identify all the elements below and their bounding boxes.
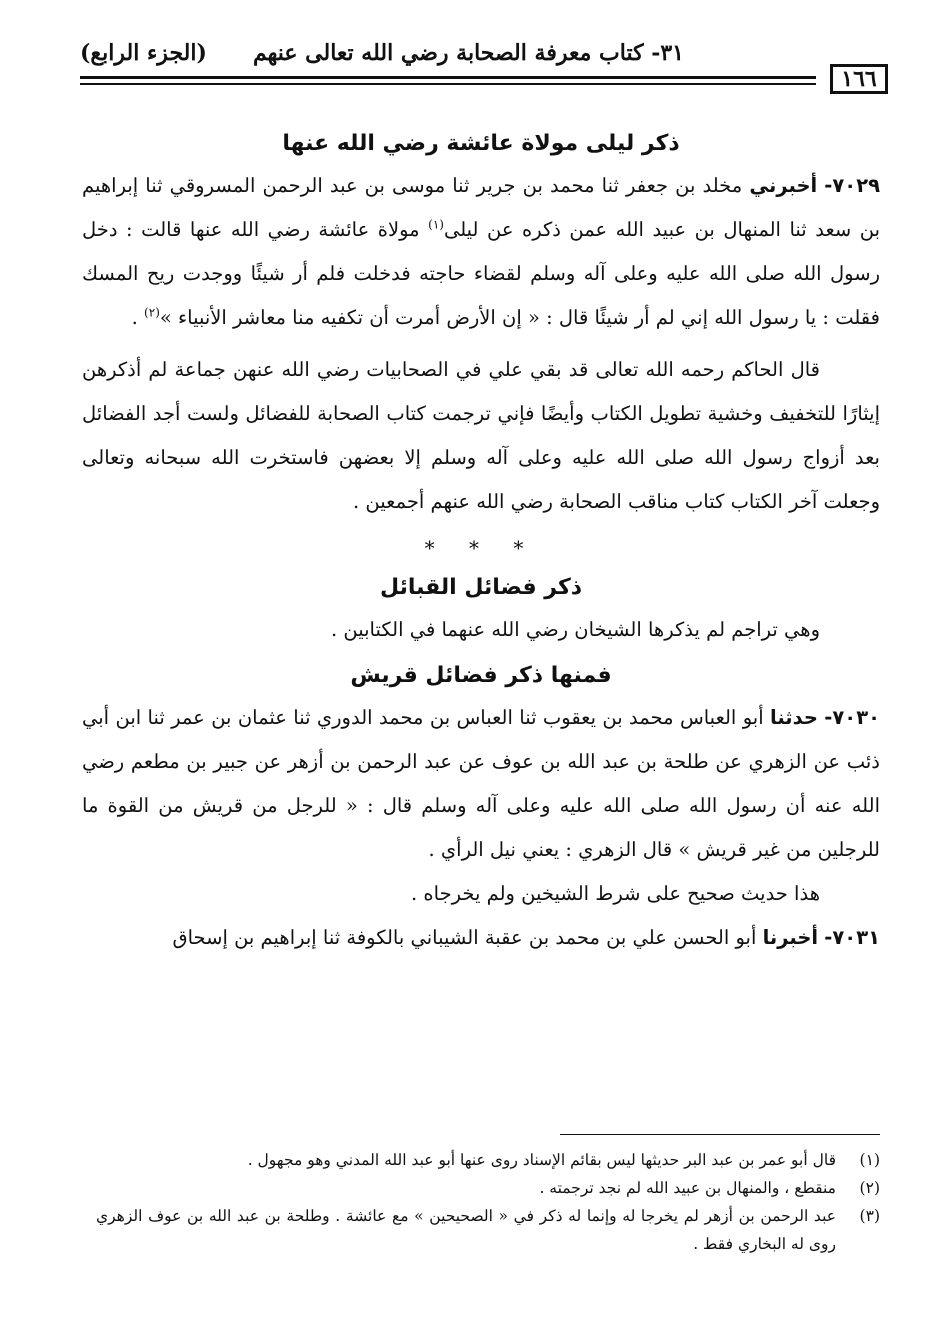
header-rule-thick <box>80 76 816 79</box>
running-header <box>80 40 884 92</box>
hadith-text-cont: مولاة عائشة رضي الله عنها قالت : دخل رسول الله صلى الله عليه وعلى آله وسلم لقضاء حاجته فدخلت فلم أر شيئًا ووجدت ريح المسك فقلت : يا رسول الله إني لم أر شيئًا قال : « إن الأرض أمرت أن تكفيه منا معاشر الأنبياء » <box>82 218 880 329</box>
section-separator: * * * <box>424 536 538 560</box>
page-number-box: ١٦٦ <box>830 64 888 94</box>
hakim-note: قال الحاكم رحمه الله تعالى قد بقي علي في الصحابيات رضي الله عنهن جماعة لم أذكرهن إيثارًا للتخفيف وخشية تطويل الكتاب وأيضًا فإني ترجمت كتاب الصحابة للفضائل ولست أجد الفضائل بعد أزواج رسول الله صلى الله عليه وعلى آله وسلم إلا بعضهن فاستخرت الله سبحانه وتعالى وجعلت آخر الكتاب كتاب مناقب الصحابة رضي الله عنهم أجمعين . <box>82 358 880 513</box>
transmission-keyword: أخبرني <box>749 174 818 197</box>
footnote-text: عبد الرحمن بن أزهر لم يخرجا له وإنما له ذكر في « الصحيحين » مع عائشة . وطلحة بن عبد الله بن عوف الزهري روى له البخاري فقط . <box>96 1207 836 1253</box>
footnotes <box>96 1146 880 1258</box>
footnote-text: قال أبو عمر بن عبد البر حديثها ليس بقائم الإسناد روى عنها أبو عبد الله المدني وهو مجهول . <box>247 1151 836 1169</box>
footnote-mark: (٢) <box>859 1179 880 1197</box>
hadith-number: ٧٠٣٠- <box>824 706 880 729</box>
footnote-mark: (١) <box>859 1151 880 1169</box>
hadith-number: ٧٠٣١- <box>824 926 880 949</box>
hadith-number: ٧٠٢٩- <box>824 174 880 197</box>
footnote-ref-2: (٢) <box>144 305 160 320</box>
transmission-keyword: أخبرنا <box>762 926 819 949</box>
hadith-7030 <box>82 696 880 872</box>
footnote-1 <box>96 1146 880 1174</box>
footnote-text: منقطع ، والمنهال بن عبيد الله لم نجد ترجمته . <box>539 1179 836 1197</box>
footnote-2 <box>96 1174 880 1202</box>
section-intro: وهي تراجم لم يذكرها الشيخان رضي الله عنهما في الكتابين . <box>330 618 820 641</box>
footnote-rule <box>560 1134 880 1135</box>
section-heading-tribes: ذكر فضائل القبائل <box>379 575 583 600</box>
hadith-text: مخلد بن جعفر ثنا محمد بن جرير ثنا موسى بن عبد الرحمن المسروقي ثنا إبراهيم بن سعد ثنا المنهال بن عبيد الله عمن ذكره عن ليلى <box>82 174 880 241</box>
header-title: ٣١- كتاب معرفة الصحابة رضي الله تعالى عنهم <box>252 40 684 66</box>
footnote-ref-1: (١) <box>428 217 444 232</box>
section-heading-layla: ذكر ليلى مولاة عائشة رضي الله عنها <box>282 131 680 156</box>
section-heading-quraysh: فمنها ذكر فضائل قريش <box>350 663 612 688</box>
hadith-end: . <box>131 306 138 329</box>
main-text <box>82 124 880 960</box>
hadith-7031 <box>82 916 880 960</box>
footnote-mark: (٣) <box>859 1207 880 1225</box>
footnote-3 <box>96 1202 880 1258</box>
hadith-text: أبو الحسن علي بن محمد بن عقبة الشيباني بالكوفة ثنا إبراهيم بن إسحاق <box>172 926 757 949</box>
header-rule-thin <box>80 83 816 85</box>
header-volume-label: (الجزء الرابع) <box>80 40 207 66</box>
hadith-grading: هذا حديث صحيح على شرط الشيخين ولم يخرجاه . <box>411 882 820 905</box>
hadith-text: أبو العباس محمد بن يعقوب ثنا العباس بن محمد الدوري ثنا عثمان بن عمر ثنا ابن أبي ذئب عن الزهري عن طلحة بن عبد الله بن عوف عن عبد الرحمن بن أزهر عن جبير بن مطعم رضي الله عنه أن رسول الله صلى الله عليه وعلى آله وسلم قال : « للرجل من قريش من القوة ما للرجلين من غير قريش » قال الزهري : يعني نيل الرأي . <box>82 706 880 861</box>
transmission-keyword: حدثنا <box>770 706 818 729</box>
hadith-7029 <box>82 164 880 340</box>
